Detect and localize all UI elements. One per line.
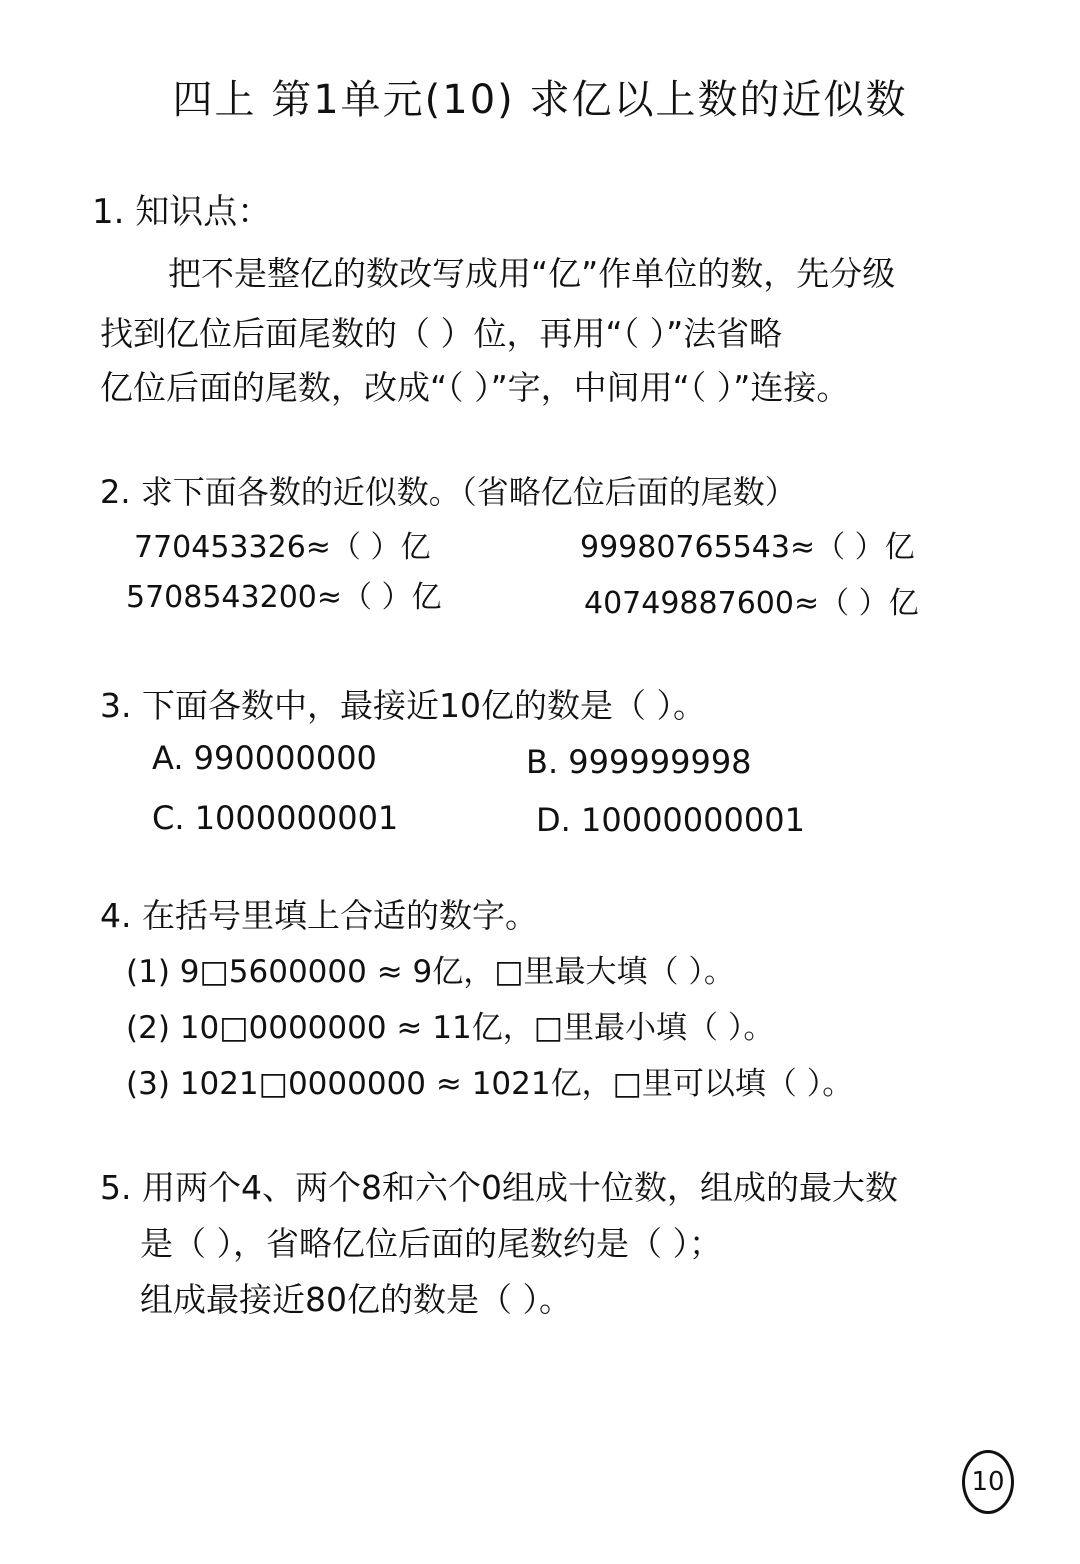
q2-heading: 2. 求下面各数的近似数。（省略亿位后面的尾数）: [100, 473, 797, 511]
q3-option-a-value: 990000000: [193, 739, 377, 777]
q1-line-2: 找到亿位后面尾数的（ ）位，再用“（ ）”法省略: [100, 314, 783, 353]
q2-item-1: [134, 526, 430, 570]
q4-item-1: (1) 9□5600000 ≈ 9亿，□里最大填（ ）。: [126, 954, 735, 990]
q2-item-1-number: 770453326: [134, 530, 306, 565]
q3-option-b-value: 999999998: [568, 743, 752, 781]
q5-line-2: 是（ ），省略亿位后面的尾数约是（ ）；: [140, 1224, 722, 1263]
q2-item-3: [126, 576, 442, 620]
q3-option-a: [152, 736, 377, 780]
q2-item-4-suffix: ≈（ ）亿: [793, 586, 919, 621]
q2-item-1-suffix: ≈（ ）亿: [305, 530, 431, 565]
q4-heading: 4. 在括号里填上合适的数字。: [100, 896, 538, 935]
page-number: 10: [971, 1467, 1005, 1497]
q3-heading: 3. 下面各数中，最接近10亿的数是（ ）。: [100, 686, 706, 725]
q2-item-3-number: 5708543200: [126, 580, 317, 615]
q3-option-d: [536, 798, 805, 842]
q3-option-c-value: 1000000001: [194, 799, 399, 837]
q2-item-2-suffix: ≈（ ）亿: [789, 530, 915, 565]
q5-line-1: 5. 用两个4、两个8和六个0组成十位数，组成的最大数: [100, 1168, 898, 1207]
q1-heading: 1. 知识点：: [92, 192, 272, 232]
q2-item-2-number: 99980765543: [580, 530, 790, 565]
q3-option-b-label: B.: [526, 743, 559, 781]
q1-line-1: 把不是整亿的数改写成用“亿”作单位的数，先分级: [168, 254, 896, 293]
q2-item-3-suffix: ≈（ ）亿: [316, 580, 442, 615]
q3-option-c: [152, 796, 398, 840]
q2-item-2: [580, 526, 915, 570]
page-title: 四上 第1单元(10) 求亿以上数的近似数: [172, 77, 908, 123]
q3-option-c-label: C.: [152, 799, 185, 837]
q3-option-b: [526, 740, 752, 784]
q3-option-a-label: A.: [152, 739, 184, 777]
q4-item-3: (3) 1021□0000000 ≈ 1021亿，□里可以填（ ）。: [126, 1066, 854, 1102]
q3-option-d-value: 10000000001: [580, 801, 805, 839]
q4-item-2: (2) 10□0000000 ≈ 11亿，□里最小填（ ）。: [126, 1010, 775, 1046]
q1-line-3: 亿位后面的尾数，改成“（ ）”字，中间用“（ ）”连接。: [100, 368, 850, 407]
page-number-badge: [962, 1450, 1014, 1514]
q3-option-d-label: D.: [536, 801, 571, 839]
q2-item-4-number: 40749887600: [584, 586, 794, 621]
q2-item-4: [584, 582, 919, 626]
q5-line-3: 组成最接近80亿的数是（ ）。: [140, 1280, 572, 1319]
